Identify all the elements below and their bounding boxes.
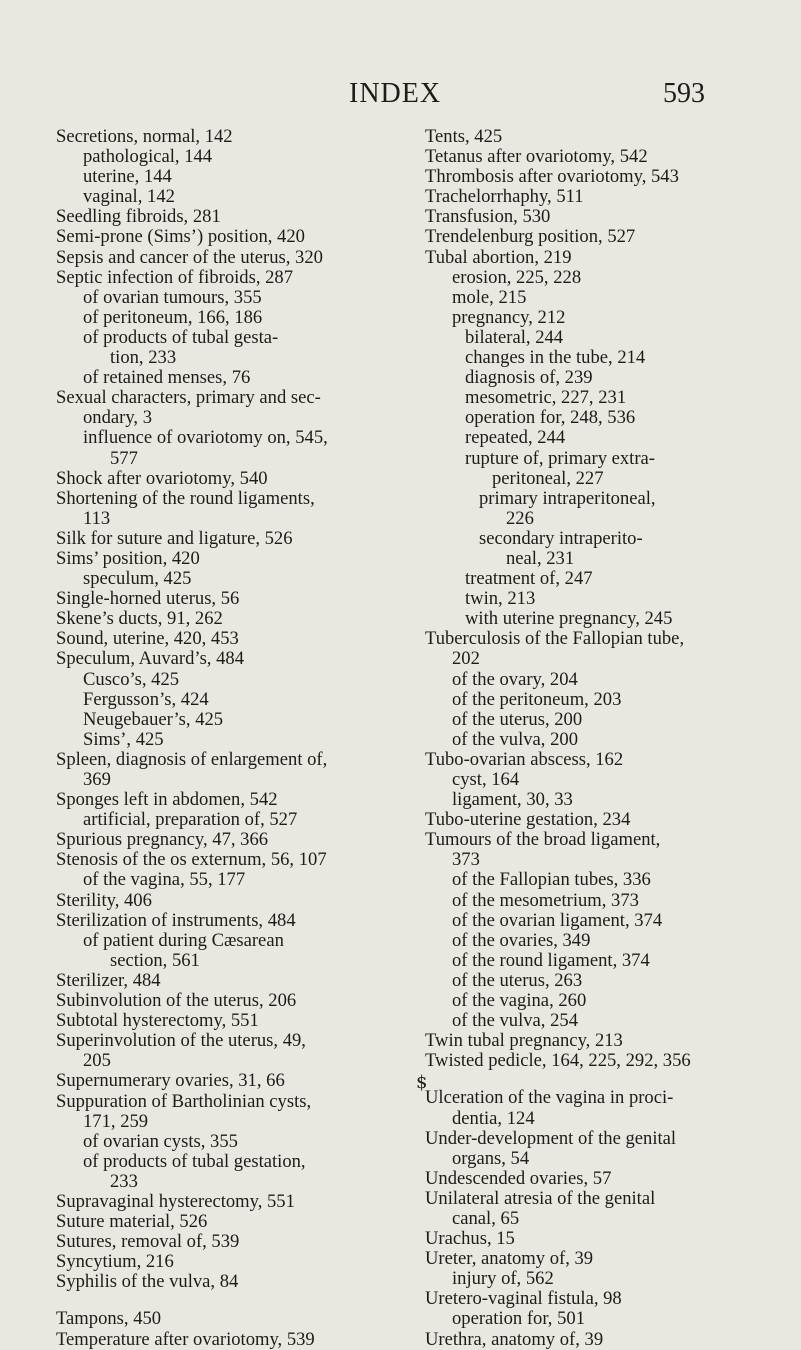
index-entry bbox=[425, 710, 755, 730]
index-entry-text: operation for, 501 bbox=[452, 1308, 585, 1330]
index-entry-continuation: 202 bbox=[452, 648, 480, 670]
index-entry bbox=[56, 1232, 388, 1252]
index-entry-text: Superinvolution of the uterus, 49, bbox=[56, 1030, 306, 1052]
index-entry bbox=[425, 328, 755, 348]
index-entry bbox=[425, 870, 755, 890]
index-entry bbox=[425, 790, 755, 810]
index-entry bbox=[56, 1330, 388, 1350]
index-entry-text: Sponges left in abdomen, 542 bbox=[56, 789, 278, 811]
index-entry-text: of the uterus, 263 bbox=[452, 969, 583, 991]
index-entry bbox=[425, 1129, 755, 1169]
index-entry-text: Cusco’s, 425 bbox=[83, 668, 180, 690]
index-entry bbox=[56, 127, 388, 147]
index-entry bbox=[56, 830, 388, 850]
index-column-right bbox=[425, 127, 755, 1350]
index-entry-text: of the peritoneum, 203 bbox=[452, 688, 622, 710]
index-entry-text: Septic infection of fibroids, 287 bbox=[56, 266, 294, 288]
index-entry bbox=[56, 891, 388, 911]
index-entry bbox=[56, 1071, 388, 1091]
index-entry-text: Sterility, 406 bbox=[56, 889, 152, 911]
index-entry bbox=[425, 207, 755, 227]
index-entry-text: of the vagina, 260 bbox=[452, 990, 587, 1012]
section-gap bbox=[425, 1071, 755, 1088]
index-entry-text: Tetanus after ovariotomy, 542 bbox=[425, 146, 648, 168]
index-entry bbox=[56, 931, 388, 971]
index-entry-text: Shock after ovariotomy, 540 bbox=[56, 467, 268, 489]
index-entry-text: Sims’, 425 bbox=[83, 728, 164, 750]
index-entry bbox=[56, 1132, 388, 1152]
index-entry bbox=[56, 609, 388, 629]
index-entry-text: diagnosis of, 239 bbox=[465, 367, 593, 389]
index-entry-continuation: 113 bbox=[83, 507, 111, 529]
index-entry bbox=[425, 388, 755, 408]
index-entry-text: Undescended ovaries, 57 bbox=[425, 1167, 612, 1189]
index-entry bbox=[425, 408, 755, 428]
index-entry-text: of the ovary, 204 bbox=[452, 668, 578, 690]
index-entry-text: Skene’s ducts, 91, 262 bbox=[56, 608, 223, 630]
index-entry-text: cyst, 164 bbox=[452, 769, 520, 790]
index-entry bbox=[425, 750, 755, 770]
index-entry-text: of patient during Cæsarean bbox=[83, 929, 284, 951]
index-entry-text: Spurious pregnancy, 47, 366 bbox=[56, 829, 269, 851]
index-entry-continuation: 369 bbox=[83, 769, 111, 790]
index-entry bbox=[425, 951, 755, 971]
index-entry bbox=[425, 609, 755, 629]
index-entry bbox=[56, 690, 388, 710]
index-entry-text: Uretero-vaginal fistula, 98 bbox=[425, 1288, 622, 1310]
index-entry-text: Twisted pedicle, 164, 225, 292, 356 bbox=[425, 1050, 691, 1072]
index-entry-text: of products of tubal gesta- bbox=[83, 326, 279, 348]
index-entry-text: Urethra, anatomy of, 39 bbox=[425, 1328, 604, 1350]
index-entry bbox=[425, 368, 755, 388]
index-entry bbox=[56, 649, 388, 669]
index-entry bbox=[425, 489, 755, 529]
index-entry-text: Sepsis and cancer of the uterus, 320 bbox=[56, 246, 323, 268]
index-entry bbox=[56, 589, 388, 609]
index-entry-continuation: 577 bbox=[110, 447, 138, 469]
index-entry bbox=[56, 1011, 388, 1031]
index-entry bbox=[56, 207, 388, 227]
index-entry-text: uterine, 144 bbox=[83, 166, 172, 188]
index-entry bbox=[56, 469, 388, 489]
index-entry-text: Unilateral atresia of the genital bbox=[425, 1187, 656, 1209]
index-entry bbox=[425, 1309, 755, 1329]
index-entry-text: Thrombosis after ovariotomy, 543 bbox=[425, 166, 679, 188]
index-entry-text: Secretions, normal, 142 bbox=[56, 126, 233, 147]
index-entry bbox=[56, 810, 388, 830]
index-entry bbox=[56, 388, 388, 428]
index-entry bbox=[425, 1269, 755, 1289]
index-entry bbox=[56, 870, 388, 890]
index-entry-text: repeated, 244 bbox=[465, 427, 566, 449]
index-entry bbox=[425, 428, 755, 448]
index-entry bbox=[56, 147, 388, 167]
printer-mark: $ bbox=[416, 1072, 428, 1093]
index-entry-text: operation for, 248, 536 bbox=[465, 407, 636, 429]
index-entry-text: of the vagina, 55, 177 bbox=[83, 869, 246, 891]
index-entry-continuation: section, 561 bbox=[110, 949, 200, 971]
index-entry bbox=[425, 1169, 755, 1189]
index-entry-text: Tampons, 450 bbox=[56, 1308, 162, 1330]
index-entry-continuation: canal, 65 bbox=[452, 1207, 520, 1229]
index-entry bbox=[425, 1011, 755, 1031]
index-entry-text: erosion, 225, 228 bbox=[452, 266, 582, 288]
index-entry-continuation: 205 bbox=[83, 1050, 111, 1072]
index-entry bbox=[56, 1309, 388, 1329]
index-entry bbox=[425, 248, 755, 268]
index-entry bbox=[56, 288, 388, 308]
index-entry bbox=[425, 348, 755, 368]
index-entry bbox=[56, 629, 388, 649]
index-entry-text: with uterine pregnancy, 245 bbox=[465, 608, 673, 630]
index-entry bbox=[56, 750, 388, 790]
index-entry-text: Supernumerary ovaries, 31, 66 bbox=[56, 1070, 285, 1092]
index-entry-continuation: ondary, 3 bbox=[83, 407, 153, 429]
index-entry-text: of peritoneum, 166, 186 bbox=[83, 306, 263, 328]
index-entry-text: Suppuration of Bartholinian cysts, bbox=[56, 1090, 312, 1112]
index-entry-text: Sexual characters, primary and sec- bbox=[56, 387, 321, 409]
index-entry-text: vaginal, 142 bbox=[83, 186, 175, 208]
index-entry-text: Syncytium, 216 bbox=[56, 1251, 174, 1273]
index-entry bbox=[425, 589, 755, 609]
index-entry-text: pathological, 144 bbox=[83, 146, 213, 168]
index-entry-text: Subtotal hysterectomy, 551 bbox=[56, 1010, 259, 1032]
index-entry-text: Supravaginal hysterectomy, 551 bbox=[56, 1190, 295, 1212]
index-entry-text: of the ovaries, 349 bbox=[452, 929, 591, 951]
index-entry-text: of products of tubal gestation, bbox=[83, 1150, 306, 1172]
index-entry-text: of retained menses, 76 bbox=[83, 367, 251, 389]
index-entry-text: pregnancy, 212 bbox=[452, 306, 566, 328]
index-entry-text: Neugebauer’s, 425 bbox=[83, 708, 224, 730]
index-entry-continuation: 171, 259 bbox=[83, 1110, 149, 1132]
index-entry bbox=[56, 167, 388, 187]
index-entry-text: of ovarian tumours, 355 bbox=[83, 286, 262, 308]
index-entry bbox=[56, 730, 388, 750]
index-entry bbox=[56, 308, 388, 328]
index-entry-text: rupture of, primary extra- bbox=[465, 447, 655, 469]
index-entry-text: of ovarian cysts, 355 bbox=[83, 1130, 238, 1152]
index-entry bbox=[425, 1189, 755, 1229]
index-entry bbox=[56, 991, 388, 1011]
index-entry-text: Temperature after ovariotomy, 539 bbox=[56, 1328, 315, 1350]
index-entry bbox=[425, 971, 755, 991]
index-entry bbox=[56, 549, 388, 569]
index-entry-continuation: 373 bbox=[452, 849, 480, 871]
index-entry-text: Ulceration of the vagina in proci- bbox=[425, 1087, 674, 1109]
index-entry bbox=[425, 569, 755, 589]
index-entry-text: mole, 215 bbox=[452, 286, 527, 308]
index-entry-text: Shortening of the round ligaments, bbox=[56, 487, 315, 509]
page-header bbox=[0, 76, 801, 116]
index-entry bbox=[56, 1212, 388, 1232]
index-entry-text: speculum, 425 bbox=[83, 568, 192, 590]
index-entry bbox=[425, 891, 755, 911]
index-entry bbox=[425, 1031, 755, 1051]
index-entry-text: Under-development of the genital bbox=[425, 1127, 677, 1149]
section-gap bbox=[56, 1292, 388, 1309]
index-entry bbox=[425, 227, 755, 247]
index-entry-text: Sutures, removal of, 539 bbox=[56, 1231, 240, 1253]
index-entry-text: Silk for suture and ligature, 526 bbox=[56, 527, 293, 549]
index-entry-text: of the uterus, 200 bbox=[452, 708, 583, 730]
index-entry-continuation: organs, 54 bbox=[452, 1147, 530, 1169]
index-entry bbox=[56, 268, 388, 288]
index-entry-text: Semi-prone (Sims’) position, 420 bbox=[56, 226, 305, 248]
index-entry-text: of the mesometrium, 373 bbox=[452, 889, 639, 911]
index-entry bbox=[425, 308, 755, 328]
index-entry bbox=[56, 1252, 388, 1272]
index-entry bbox=[425, 127, 755, 147]
index-entry-text: ligament, 30, 33 bbox=[452, 789, 573, 811]
index-entry-text: twin, 213 bbox=[465, 588, 536, 610]
index-entry bbox=[425, 991, 755, 1011]
index-entry-text: Suture material, 526 bbox=[56, 1211, 208, 1233]
index-entry-text: mesometric, 227, 231 bbox=[465, 387, 627, 409]
index-entry bbox=[56, 1092, 388, 1132]
index-entry bbox=[56, 428, 388, 468]
index-entry bbox=[56, 248, 388, 268]
index-entry-text: injury of, 562 bbox=[452, 1268, 554, 1290]
index-entry-text: of the Fallopian tubes, 336 bbox=[452, 869, 651, 891]
index-entry-text: primary intraperitoneal, bbox=[479, 487, 656, 509]
index-entry bbox=[56, 529, 388, 549]
index-entry bbox=[425, 167, 755, 187]
index-entry-text: Seedling fibroids, 281 bbox=[56, 206, 221, 228]
index-entry-text: Fergusson’s, 424 bbox=[83, 688, 209, 710]
index-entry-text: Sims’ position, 420 bbox=[56, 547, 200, 569]
index-entry bbox=[56, 328, 388, 368]
index-entry-text: of the vulva, 254 bbox=[452, 1010, 578, 1032]
index-entry-text: Sterilizer, 484 bbox=[56, 969, 161, 991]
index-entry bbox=[56, 710, 388, 730]
index-entry bbox=[56, 911, 388, 931]
index-entry bbox=[425, 529, 755, 569]
index-entry-continuation: peritoneal, 227 bbox=[492, 467, 604, 489]
index-entry-text: Tubo-uterine gestation, 234 bbox=[425, 809, 631, 831]
index-entry bbox=[425, 770, 755, 790]
index-entry bbox=[425, 1249, 755, 1269]
index-entry bbox=[425, 288, 755, 308]
index-entry-text: Trachelorrhaphy, 511 bbox=[425, 186, 584, 208]
index-entry bbox=[425, 931, 755, 951]
index-entry-text: secondary intraperito- bbox=[479, 527, 643, 549]
index-entry-text: artificial, preparation of, 527 bbox=[83, 809, 298, 831]
index-entry-text: Tubal abortion, 219 bbox=[425, 246, 572, 268]
index-entry bbox=[56, 368, 388, 388]
index-entry-text: Tubo-ovarian abscess, 162 bbox=[425, 748, 624, 770]
index-entry bbox=[56, 1031, 388, 1071]
index-column-left bbox=[56, 127, 388, 1350]
index-entry-text: Tuberculosis of the Fallopian tube, bbox=[425, 628, 685, 650]
page-title: INDEX bbox=[349, 78, 442, 109]
page-number: 593 bbox=[663, 78, 705, 109]
index-entry bbox=[425, 690, 755, 710]
index-entry bbox=[425, 1051, 755, 1071]
index-entry bbox=[425, 1229, 755, 1249]
index-entry-text: Transfusion, 530 bbox=[425, 206, 551, 228]
index-entry bbox=[425, 1088, 755, 1128]
index-entry-text: of the round ligament, 374 bbox=[452, 949, 650, 971]
index-entry bbox=[425, 268, 755, 288]
index-entry bbox=[425, 810, 755, 830]
index-entry-text: Speculum, Auvard’s, 484 bbox=[56, 648, 244, 670]
index-entry-text: Stenosis of the os externum, 56, 107 bbox=[56, 849, 327, 871]
index-entry bbox=[56, 1192, 388, 1212]
index-entry bbox=[425, 911, 755, 931]
index-entry-continuation: tion, 233 bbox=[110, 347, 177, 369]
index-entry bbox=[56, 850, 388, 870]
index-entry bbox=[425, 670, 755, 690]
index-entry-text: Spleen, diagnosis of enlargement of, bbox=[56, 748, 328, 770]
index-entry-text: influence of ovariotomy on, 545, bbox=[83, 427, 328, 449]
index-entry bbox=[425, 1289, 755, 1309]
index-entry-text: Tumours of the broad ligament, bbox=[425, 829, 661, 851]
index-entry-text: changes in the tube, 214 bbox=[465, 347, 646, 369]
index-entry-text: Syphilis of the vulva, 84 bbox=[56, 1271, 239, 1293]
index-entry-text: of the ovarian ligament, 374 bbox=[452, 909, 663, 931]
index-entry bbox=[425, 147, 755, 167]
index-entry bbox=[425, 1330, 755, 1350]
index-entry bbox=[56, 569, 388, 589]
index-entry bbox=[56, 227, 388, 247]
index-entry-text: Twin tubal pregnancy, 213 bbox=[425, 1030, 623, 1052]
index-entry-text: Sound, uterine, 420, 453 bbox=[56, 628, 239, 650]
index-entry-continuation: neal, 231 bbox=[506, 547, 575, 569]
index-entry bbox=[56, 1272, 388, 1292]
index-entry bbox=[425, 730, 755, 750]
index-entry-text: of the vulva, 200 bbox=[452, 728, 578, 750]
index-entry-text: treatment of, 247 bbox=[465, 568, 593, 590]
index-entry bbox=[56, 790, 388, 810]
index-entry-text: bilateral, 244 bbox=[465, 326, 564, 348]
index-entry-text: Subinvolution of the uterus, 206 bbox=[56, 990, 297, 1012]
index-entry-text: Trendelenburg position, 527 bbox=[425, 226, 636, 248]
index-entry bbox=[425, 830, 755, 870]
index-entry bbox=[56, 489, 388, 529]
index-entry-text: Sterilization of instruments, 484 bbox=[56, 909, 296, 931]
index-entry bbox=[425, 449, 755, 489]
index-entry-continuation: dentia, 124 bbox=[452, 1107, 535, 1129]
index-entry-text: Single-horned uterus, 56 bbox=[56, 588, 240, 610]
index-entry-continuation: 233 bbox=[110, 1170, 138, 1192]
index-entry bbox=[56, 187, 388, 207]
index-entry bbox=[425, 187, 755, 207]
index-entry-text: Urachus, 15 bbox=[425, 1228, 515, 1250]
index-entry-text: Ureter, anatomy of, 39 bbox=[425, 1248, 594, 1270]
index-entry bbox=[425, 629, 755, 669]
index-entry-continuation: 226 bbox=[506, 507, 534, 529]
index-entry bbox=[56, 971, 388, 991]
index-entry-text: Tents, 425 bbox=[425, 126, 503, 147]
index-entry bbox=[56, 1152, 388, 1192]
index-entry bbox=[56, 670, 388, 690]
